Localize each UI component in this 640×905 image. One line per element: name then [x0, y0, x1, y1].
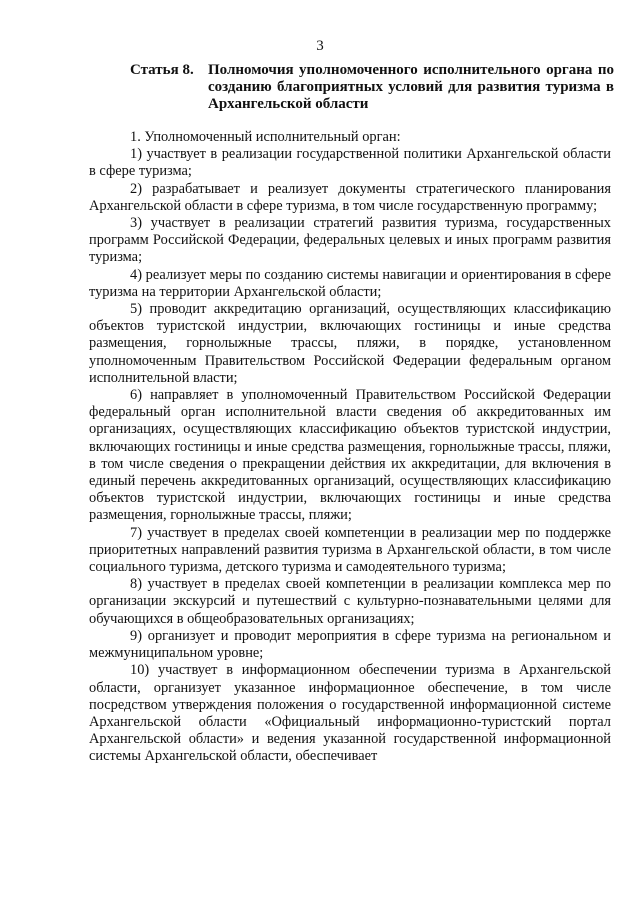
- paragraph: 7) участвует в пределах своей компетенции в реализации мер по поддержке приоритетных направлений развития туризма в Архангельской области, в том числе социального туризма, детского туризма и самодеятельного туризма;: [89, 524, 611, 576]
- paragraph: 1) участвует в реализации государственной политики Архангельской области в сфере туризма;: [89, 146, 611, 180]
- paragraph: 2) разрабатывает и реализует документы стратегического планирования Архангельской области в сфере туризма, в том числе государственную программу;: [89, 180, 611, 214]
- article-title: Полномочия уполномоченного исполнительного органа по созданию благоприятных условий для развития туризма в Архангельской области: [208, 62, 614, 112]
- article-number: Статья 8.: [130, 62, 194, 78]
- paragraph: 3) участвует в реализации стратегий развития туризма, государственных программ Российской Федерации, федеральных целевых и иных программ развития туризма;: [89, 215, 611, 266]
- paragraph: 6) направляет в уполномоченный Правительством Российской Федерации федеральный орган исполнительной власти сведения об аккредитованных им организациях, осуществляющих классификацию объектов туристской индустрии, включающих гостиницы и иные средства размещения, горнолыжные трассы, пляжи, в том числе сведения о прекращении действия их аккредитации, для включения в единый перечень аккредитованных организаций, осуществляющих классификацию объектов туристской индустрии, включающих гостиницы и иные средства размещения, горнолыжные трассы, пляжи;: [89, 387, 611, 524]
- paragraph: 1. Уполномоченный исполнительный орган:: [130, 129, 401, 145]
- article-heading: [130, 62, 614, 113]
- paragraph: 9) организует и проводит мероприятия в сфере туризма на региональном и межмуниципальном уровне;: [89, 627, 611, 662]
- page-number: 3: [316, 38, 324, 54]
- paragraph: 10) участвует в информационном обеспечении туризма в Архангельской области, организует указанное информационное обеспечение, в том числе посредством утверждения положения о государственной информационной системе Архангельской области «Официальный информационно-туристский портал Архангельской области» и ведения указанной государственной информационной системы Архангельской области, обеспечивает: [89, 662, 611, 765]
- article-body: [89, 129, 611, 766]
- paragraph: 8) участвует в пределах своей компетенции в реализации комплекса мер по организации экскурсий и путешествий с культурно-познавательными целями для обучающихся в общеобразовательных организациях;: [89, 576, 611, 627]
- paragraph: 5) проводит аккредитацию организаций, осуществляющих классификацию объектов туристской индустрии, включающих гостиницы и иные средства размещения, горнолыжные трассы, пляжи, в порядке, установленном уполномоченным Правительством Российской Федерации федеральным органом исполнительной власти;: [89, 301, 611, 386]
- paragraph: 4) реализует меры по созданию системы навигации и ориентирования в сфере туризма на территории Архангельской области;: [89, 266, 611, 300]
